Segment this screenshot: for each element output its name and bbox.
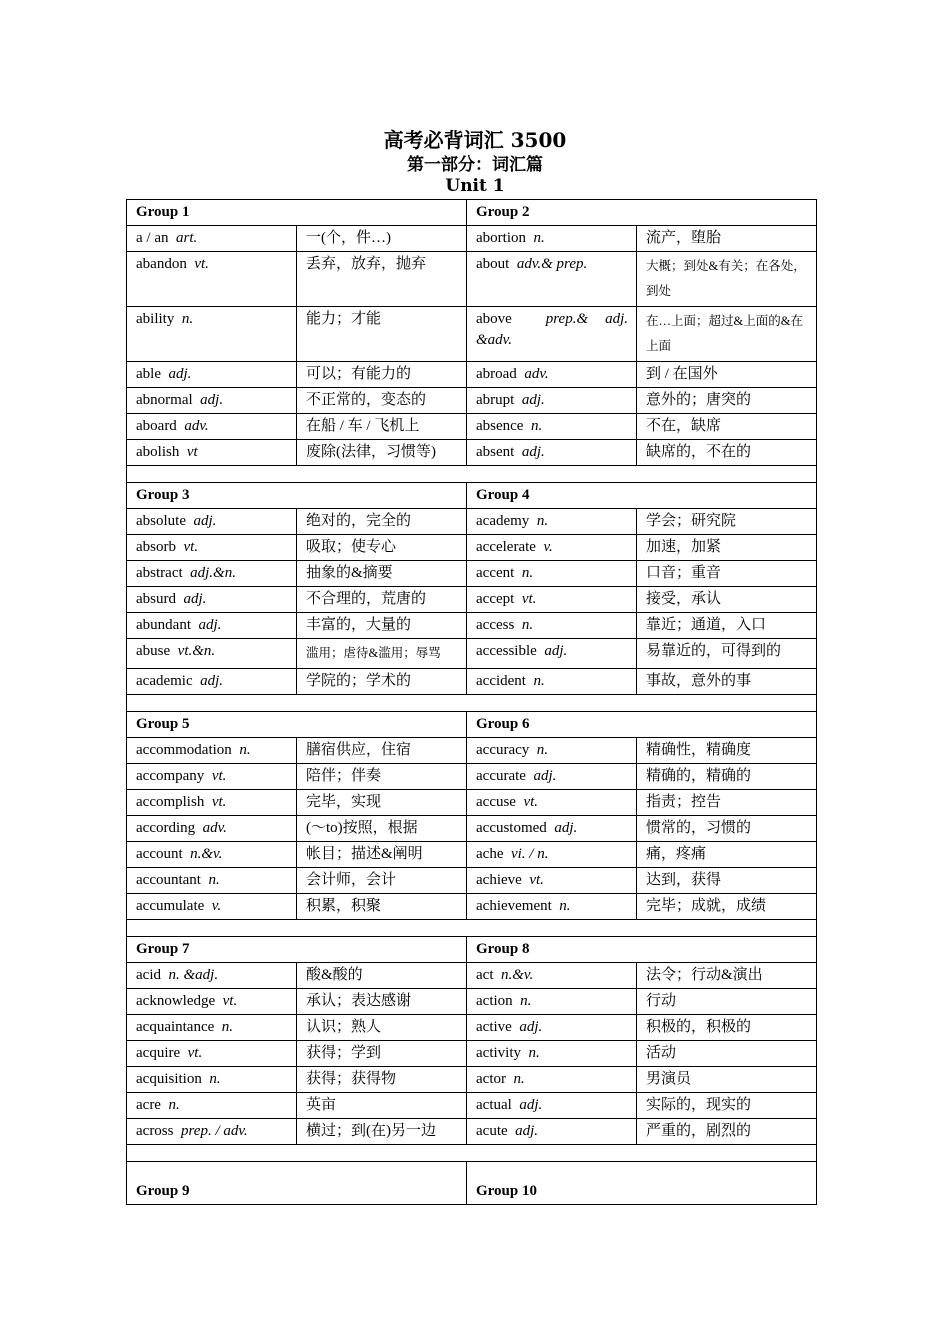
word: acid [136, 967, 161, 983]
vocab-meaning: 陪伴；伴奏 [297, 764, 467, 790]
vocab-table [126, 199, 817, 1205]
table-row [127, 1041, 817, 1067]
part-of-speech: adj. [533, 768, 557, 784]
vocab-meaning: 不合理的，荒唐的 [297, 587, 467, 613]
vocab-meaning: 抽象的&摘要 [297, 561, 467, 587]
vocab-word [467, 989, 637, 1015]
vocab-meaning: 积累，积聚 [297, 894, 467, 920]
part-of-speech: n. [521, 617, 534, 633]
part-of-speech: vt.&n. [177, 643, 216, 659]
vocab-word [467, 226, 637, 252]
part-of-speech: adj. [200, 392, 224, 408]
vocab-word [467, 816, 637, 842]
vocab-word [467, 587, 637, 613]
part-of-speech: n. [521, 565, 534, 581]
part-of-speech: prep.& adj. &adv. [476, 311, 629, 348]
vocab-word [127, 252, 297, 307]
vocab-meaning: 靠近；通道，入口 [637, 613, 817, 639]
part-of-speech: n.&v. [190, 846, 223, 862]
part-of-speech: vt. [529, 872, 544, 888]
table-row [127, 868, 817, 894]
vocab-word [127, 613, 297, 639]
word: abroad [476, 366, 517, 382]
word: accumulate [136, 898, 205, 914]
group-label: Group 2 [467, 200, 817, 226]
vocab-word [127, 1067, 297, 1093]
spacer-cell [127, 1145, 817, 1162]
vocab-meaning: 大概；到处&有关；在各处，到处 [637, 252, 817, 307]
group-label: Group 1 [127, 200, 467, 226]
table-row [127, 989, 817, 1015]
vocab-meaning: 完毕，实现 [297, 790, 467, 816]
word: academic [136, 673, 193, 689]
part-of-speech: vt. [183, 539, 199, 555]
vocab-word [467, 440, 637, 466]
part-of-speech: prep. / adv. [181, 1123, 248, 1139]
word: accurate [476, 768, 526, 784]
part-of-speech: n. [208, 872, 220, 888]
part-of-speech: adj. [521, 444, 545, 460]
part-of-speech: adv. [202, 820, 227, 836]
part-of-speech: n. [533, 230, 545, 246]
vocab-meaning: 获得；学到 [297, 1041, 467, 1067]
vocab-word [467, 790, 637, 816]
word: a / an [136, 230, 169, 246]
word: accuracy [476, 742, 530, 758]
vocab-word [467, 509, 637, 535]
vocab-meaning: 精确的，精确的 [637, 764, 817, 790]
table-row [127, 1067, 817, 1093]
vocab-word [127, 868, 297, 894]
vocab-meaning: (～to)按照，根据 [297, 816, 467, 842]
vocab-word [467, 842, 637, 868]
part-of-speech: vt. [194, 256, 209, 272]
word: act [476, 967, 494, 983]
table-row [127, 669, 817, 695]
vocab-word [127, 1015, 297, 1041]
spacer-cell [127, 695, 817, 712]
table-row [127, 388, 817, 414]
group-header-row [127, 200, 817, 226]
vocab-word [467, 307, 637, 362]
vocab-meaning: 获得；获得物 [297, 1067, 467, 1093]
vocab-word [467, 1015, 637, 1041]
word: academy [476, 513, 530, 529]
word: accessible [476, 643, 537, 659]
table-row [127, 1015, 817, 1041]
vocab-word [127, 738, 297, 764]
table-row [127, 587, 817, 613]
word: achievement [476, 898, 552, 914]
part-of-speech: vt. [211, 794, 227, 810]
vocab-word [127, 226, 297, 252]
word: abortion [476, 230, 526, 246]
vocab-word [467, 414, 637, 440]
vocab-meaning: 流产，堕胎 [637, 226, 817, 252]
vocab-word [467, 252, 637, 307]
vocab-meaning: 可以；有能力的 [297, 362, 467, 388]
vocab-word [467, 639, 637, 669]
table-row [127, 226, 817, 252]
part-of-speech: art. [175, 230, 198, 246]
part-of-speech: n. [530, 418, 543, 434]
word: accuse [476, 794, 516, 810]
part-of-speech: adj. [544, 643, 568, 659]
part-of-speech: vt [186, 444, 198, 460]
word: achieve [476, 872, 522, 888]
part-of-speech: n. [168, 1097, 180, 1113]
vocab-meaning: 丢弃，放弃，抛弃 [297, 252, 467, 307]
group-label: Group 9 [127, 1162, 467, 1205]
part-of-speech: vt. [211, 768, 227, 784]
table-row [127, 963, 817, 989]
part-of-speech: adj. [521, 392, 545, 408]
vocab-meaning: 废除(法律，习惯等) [297, 440, 467, 466]
vocab-meaning: 痛，疼痛 [637, 842, 817, 868]
part-of-speech: v. [543, 539, 553, 555]
vocab-meaning: 英亩 [297, 1093, 467, 1119]
vocab-meaning: 指责；控告 [637, 790, 817, 816]
vocab-meaning: 男演员 [637, 1067, 817, 1093]
word: according [136, 820, 196, 836]
word: across [136, 1123, 174, 1139]
table-row [127, 509, 817, 535]
vocab-meaning: 在船 / 车 / 飞机上 [297, 414, 467, 440]
table-row [127, 738, 817, 764]
vocab-word [127, 1119, 297, 1145]
word: aboard [136, 418, 177, 434]
table-row [127, 414, 817, 440]
word: absurd [136, 591, 176, 607]
vocab-word [127, 535, 297, 561]
vocab-meaning: 加速，加紧 [637, 535, 817, 561]
vocab-word [467, 1041, 637, 1067]
spacer-row [127, 466, 817, 483]
word: activity [476, 1045, 521, 1061]
vocab-word [127, 307, 297, 362]
vocab-meaning: 到 / 在国外 [637, 362, 817, 388]
part-of-speech: adj. [519, 1097, 543, 1113]
word: about [476, 256, 510, 272]
vocab-word [127, 816, 297, 842]
vocab-word [127, 440, 297, 466]
vocab-meaning: 学会；研究院 [637, 509, 817, 535]
vocab-word [127, 509, 297, 535]
vocab-meaning: 法令；行动&演出 [637, 963, 817, 989]
vocab-word [127, 639, 297, 669]
part-of-speech: adv.& prep. [516, 256, 588, 272]
word: abuse [136, 643, 171, 659]
vocab-meaning: 一(个，件…) [297, 226, 467, 252]
spacer-row [127, 920, 817, 937]
part-of-speech: adj. [198, 617, 222, 633]
vocab-meaning: 会计师，会计 [297, 868, 467, 894]
vocab-meaning: 帐目；描述&阐明 [297, 842, 467, 868]
word: absent [476, 444, 515, 460]
part-title: 第一部分：词汇篇 [407, 155, 543, 175]
vocab-word [127, 1093, 297, 1119]
word: ability [136, 311, 175, 327]
word: accept [476, 591, 515, 607]
part-of-speech: v. [211, 898, 222, 914]
word: accommodation [136, 742, 232, 758]
part-of-speech: adv. [524, 366, 549, 382]
vocab-meaning: 易靠近的，可得到的 [637, 639, 817, 669]
part-of-speech: n. [528, 1045, 540, 1061]
word: account [136, 846, 183, 862]
vocab-word [467, 535, 637, 561]
vocab-meaning: 惯常的，习惯的 [637, 816, 817, 842]
vocab-word [467, 362, 637, 388]
vocab-word [127, 414, 297, 440]
word: able [136, 366, 161, 382]
word: absorb [136, 539, 176, 555]
unit-title: Unit 1 [445, 176, 505, 196]
vocab-meaning: 行动 [637, 989, 817, 1015]
table-row [127, 764, 817, 790]
word: accelerate [476, 539, 536, 555]
word: acre [136, 1097, 161, 1113]
part-of-speech: n. [536, 742, 549, 758]
word: absence [476, 418, 524, 434]
group-label: Group 6 [467, 712, 817, 738]
word: above [476, 311, 512, 327]
vocab-meaning: 承认；表达感谢 [297, 989, 467, 1015]
vocab-word [467, 1093, 637, 1119]
vocab-word [127, 790, 297, 816]
word: abundant [136, 617, 191, 633]
vocab-meaning: 达到，获得 [637, 868, 817, 894]
vocab-word [127, 587, 297, 613]
vocab-word [127, 561, 297, 587]
part-of-speech: vt. [521, 591, 537, 607]
word: abandon [136, 256, 187, 272]
vocab-meaning: 丰富的，大量的 [297, 613, 467, 639]
vocab-meaning: 意外的；唐突的 [637, 388, 817, 414]
table-row [127, 535, 817, 561]
word: accomplish [136, 794, 205, 810]
word: acknowledge [136, 993, 216, 1009]
part-of-speech: n. [239, 742, 251, 758]
group-label: Group 8 [467, 937, 817, 963]
vocab-meaning: 事故，意外的事 [637, 669, 817, 695]
vocab-word [467, 963, 637, 989]
part-of-speech: n. [536, 513, 549, 529]
part-of-speech: n. [513, 1071, 525, 1087]
vocab-word [467, 561, 637, 587]
word: access [476, 617, 515, 633]
part-of-speech: n. [559, 898, 571, 914]
word: actor [476, 1071, 506, 1087]
vocab-word [467, 669, 637, 695]
vocab-word [127, 989, 297, 1015]
spacer-row [127, 695, 817, 712]
group-label: Group 10 [467, 1162, 817, 1205]
spacer-cell [127, 466, 817, 483]
document-title: 高考必背词汇 3500 [383, 128, 567, 152]
table-row [127, 561, 817, 587]
group-label: Group 3 [127, 483, 467, 509]
table-row [127, 842, 817, 868]
vocab-word [467, 388, 637, 414]
vocab-word [127, 894, 297, 920]
vocab-word [467, 738, 637, 764]
word: acquaintance [136, 1019, 215, 1035]
vocab-meaning: 积极的，积极的 [637, 1015, 817, 1041]
vocab-word [127, 1041, 297, 1067]
vocab-word [127, 842, 297, 868]
word: ache [476, 846, 504, 862]
vocab-word [467, 868, 637, 894]
vocab-word [127, 362, 297, 388]
part-of-speech: n. &adj. [168, 967, 219, 983]
vocab-meaning: 横过；到(在)另一边 [297, 1119, 467, 1145]
vocab-meaning: 能力；才能 [297, 307, 467, 362]
part-of-speech: n. [209, 1071, 221, 1087]
vocab-meaning: 接受，承认 [637, 587, 817, 613]
word: acquire [136, 1045, 181, 1061]
vocab-word [467, 613, 637, 639]
spacer-row [127, 1145, 817, 1162]
vocab-word [467, 1067, 637, 1093]
word: abrupt [476, 392, 515, 408]
vocab-meaning: 活动 [637, 1041, 817, 1067]
vocab-word [467, 1119, 637, 1145]
table-row [127, 894, 817, 920]
word: accompany [136, 768, 205, 784]
vocab-word [127, 669, 297, 695]
part-of-speech: adv. [184, 418, 209, 434]
vocab-word [467, 764, 637, 790]
word: abnormal [136, 392, 193, 408]
word: accustomed [476, 820, 547, 836]
part-of-speech: adj.&n. [190, 565, 236, 581]
group-header-row [127, 1162, 817, 1205]
table-row [127, 1093, 817, 1119]
vocab-meaning: 不在，缺席 [637, 414, 817, 440]
group-header-row [127, 483, 817, 509]
table-row [127, 613, 817, 639]
word: active [476, 1019, 512, 1035]
vocab-meaning: 酸&酸的 [297, 963, 467, 989]
vocab-meaning: 膳宿供应，住宿 [297, 738, 467, 764]
table-row [127, 639, 817, 669]
word: acquisition [136, 1071, 202, 1087]
part-of-speech: adj. [183, 591, 207, 607]
vocab-meaning: 认识；熟人 [297, 1015, 467, 1041]
vocab-word [127, 963, 297, 989]
part-of-speech: vt. [222, 993, 238, 1009]
vocab-meaning: 精确性，精确度 [637, 738, 817, 764]
part-of-speech: adj. [554, 820, 578, 836]
vocab-meaning: 完毕；成就，成绩 [637, 894, 817, 920]
word: abstract [136, 565, 183, 581]
vocab-meaning: 缺席的，不在的 [637, 440, 817, 466]
part-of-speech: n.&v. [500, 967, 534, 983]
group-label: Group 7 [127, 937, 467, 963]
part-of-speech: vt. [523, 794, 539, 810]
vocab-meaning: 吸取；使专心 [297, 535, 467, 561]
part-of-speech: n. [520, 993, 532, 1009]
word: accent [476, 565, 515, 581]
group-label: Group 5 [127, 712, 467, 738]
table-row [127, 440, 817, 466]
table-row [127, 252, 817, 307]
vocab-meaning: 不正常的，变态的 [297, 388, 467, 414]
word: acute [476, 1123, 508, 1139]
vocab-meaning: 口音；重音 [637, 561, 817, 587]
word: actual [476, 1097, 512, 1113]
table-row [127, 1119, 817, 1145]
vocab-meaning: 绝对的，完全的 [297, 509, 467, 535]
table-row [127, 816, 817, 842]
part-of-speech: adj. [168, 366, 192, 382]
table-row [127, 790, 817, 816]
group-label: Group 4 [467, 483, 817, 509]
part-of-speech: adj. [200, 673, 224, 689]
vocab-meaning: 在…上面；超过&上面的&在上面 [637, 307, 817, 362]
group-header-row [127, 712, 817, 738]
vocab-meaning: 严重的，剧烈的 [637, 1119, 817, 1145]
vocab-meaning: 滥用；虐待&滥用；辱骂 [297, 639, 467, 669]
part-of-speech: vi. / n. [510, 846, 549, 862]
vocab-word [127, 388, 297, 414]
part-of-speech: adj. [515, 1123, 539, 1139]
word: absolute [136, 513, 186, 529]
word: accident [476, 673, 526, 689]
vocab-meaning: 学院的；学术的 [297, 669, 467, 695]
part-of-speech: adj. [193, 513, 217, 529]
word: accountant [136, 872, 201, 888]
vocab-word [127, 764, 297, 790]
vocab-word [467, 894, 637, 920]
part-of-speech: n. [181, 311, 194, 327]
word: abolish [136, 444, 180, 460]
part-of-speech: n. [221, 1019, 234, 1035]
vocab-meaning: 实际的，现实的 [637, 1093, 817, 1119]
part-of-speech: vt. [187, 1045, 203, 1061]
part-of-speech: n. [533, 673, 545, 689]
part-of-speech: adj. [519, 1019, 543, 1035]
spacer-cell [127, 920, 817, 937]
table-row [127, 307, 817, 362]
group-header-row [127, 937, 817, 963]
word: action [476, 993, 513, 1009]
table-row [127, 362, 817, 388]
